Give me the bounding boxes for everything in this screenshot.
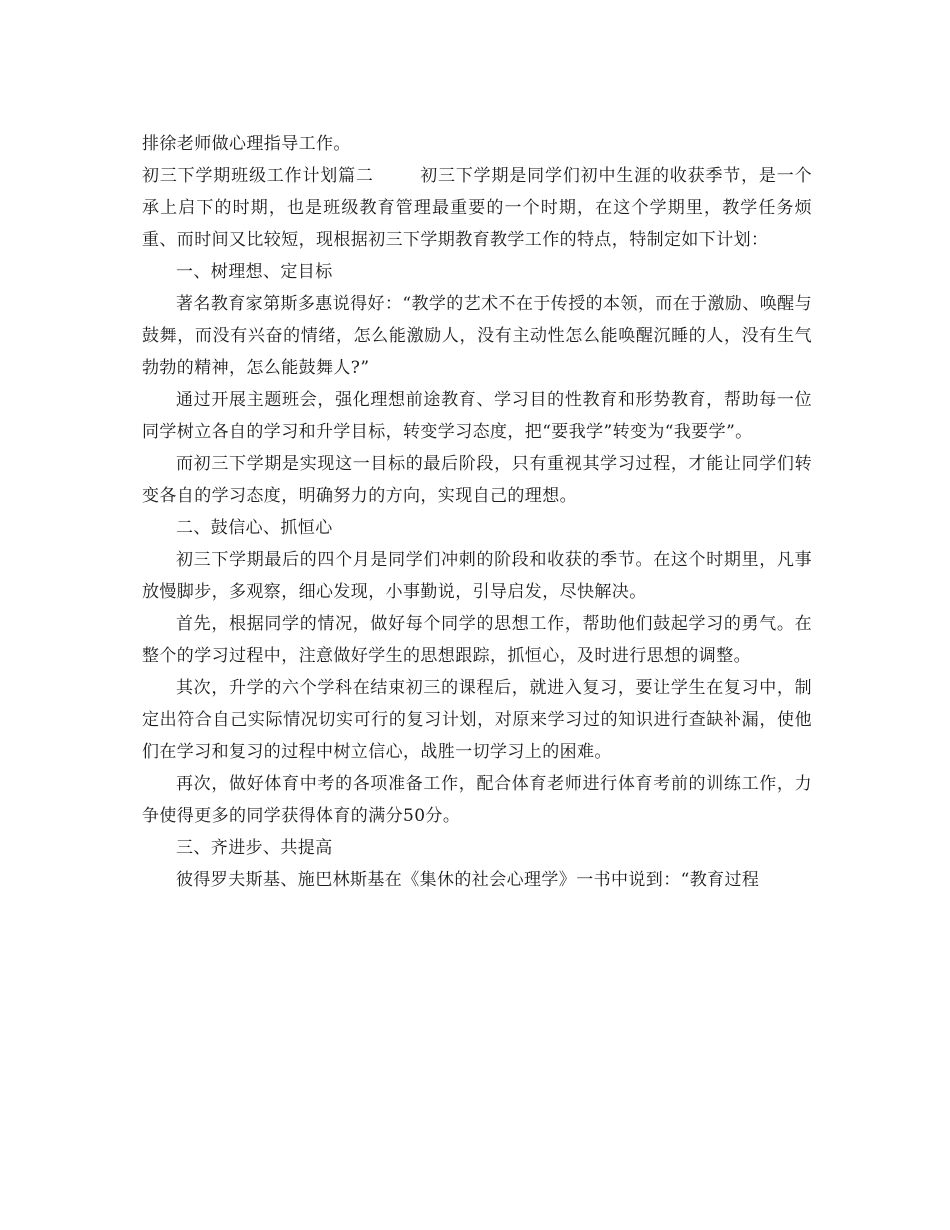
paragraph: 再次，做好体育中考的各项准备工作，配合体育老师进行体育考前的训练工作，力争使得更多的同学获得体育的满分50分。 [142, 774, 812, 826]
section-title-2: 二、鼓信心、抓恒心 [176, 518, 333, 538]
section-title-3: 三、齐进步、共提高 [176, 838, 333, 858]
paragraph: 而初三下学期是实现这一目标的最后阶段，只有重视其学习过程，才能让同学们转变各自的学习态度，明确努力的方向，实现自己的理想。 [142, 454, 812, 506]
intro-text: 初三下学期是同学们初中生涯的收获季节，是一个承上启下的时期，也是班级教育管理最重要的一个时期，在这个学期里，教学任务烦重、而时间又比较短，现根据初三下学期教育教学工作的特点，特制定如下计划： [142, 166, 812, 250]
section-title-1: 一、树理想、定目标 [176, 262, 333, 282]
paragraph: 初三下学期最后的四个月是同学们冲刺的阶段和收获的季节。在这个时期里，凡事放慢脚步，多观察，细心发现，小事勤说，引导启发，尽快解决。 [142, 550, 812, 602]
paragraph-intro [142, 160, 812, 256]
paragraph: 首先，根据同学的情况，做好每个同学的思想工作，帮助他们鼓起学习的勇气。在整个的学习过程中，注意做好学生的思想跟踪，抓恒心，及时进行思想的调整。 [142, 614, 812, 666]
paragraph: 其次，升学的六个学科在结束初三的课程后，就进入复习，要让学生在复习中，制定出符合自己实际情况切实可行的复习计划，对原来学习过的知识进行查缺补漏，使他们在学习和复习的过程中树立信心，战胜一切学习上的困难。 [142, 678, 812, 762]
section-heading: 初三下学期班级工作计划篇二 [142, 166, 374, 186]
document-body [142, 128, 812, 896]
paragraph: 彼得罗夫斯基、施巴林斯基在《集休的社会心理学》一书中说到：“教育过程 [176, 870, 760, 890]
paragraph-continuation: 排徐老师做心理指导工作。 [142, 134, 351, 154]
paragraph: 通过开展主题班会，强化理想前途教育、学习目的性教育和形势教育，帮助每一位同学树立各自的学习和升学目标，转变学习态度，把“要我学”转变为“我要学”。 [142, 390, 812, 442]
paragraph-quote: 著名教育家第斯多惠说得好：“教学的艺术不在于传授的本领，而在于激励、唤醒与鼓舞，而没有兴奋的情绪，怎么能激励人，没有主动性怎么能唤醒沉睡的人，没有生气勃勃的精神，怎么能鼓舞人?” [142, 294, 812, 378]
